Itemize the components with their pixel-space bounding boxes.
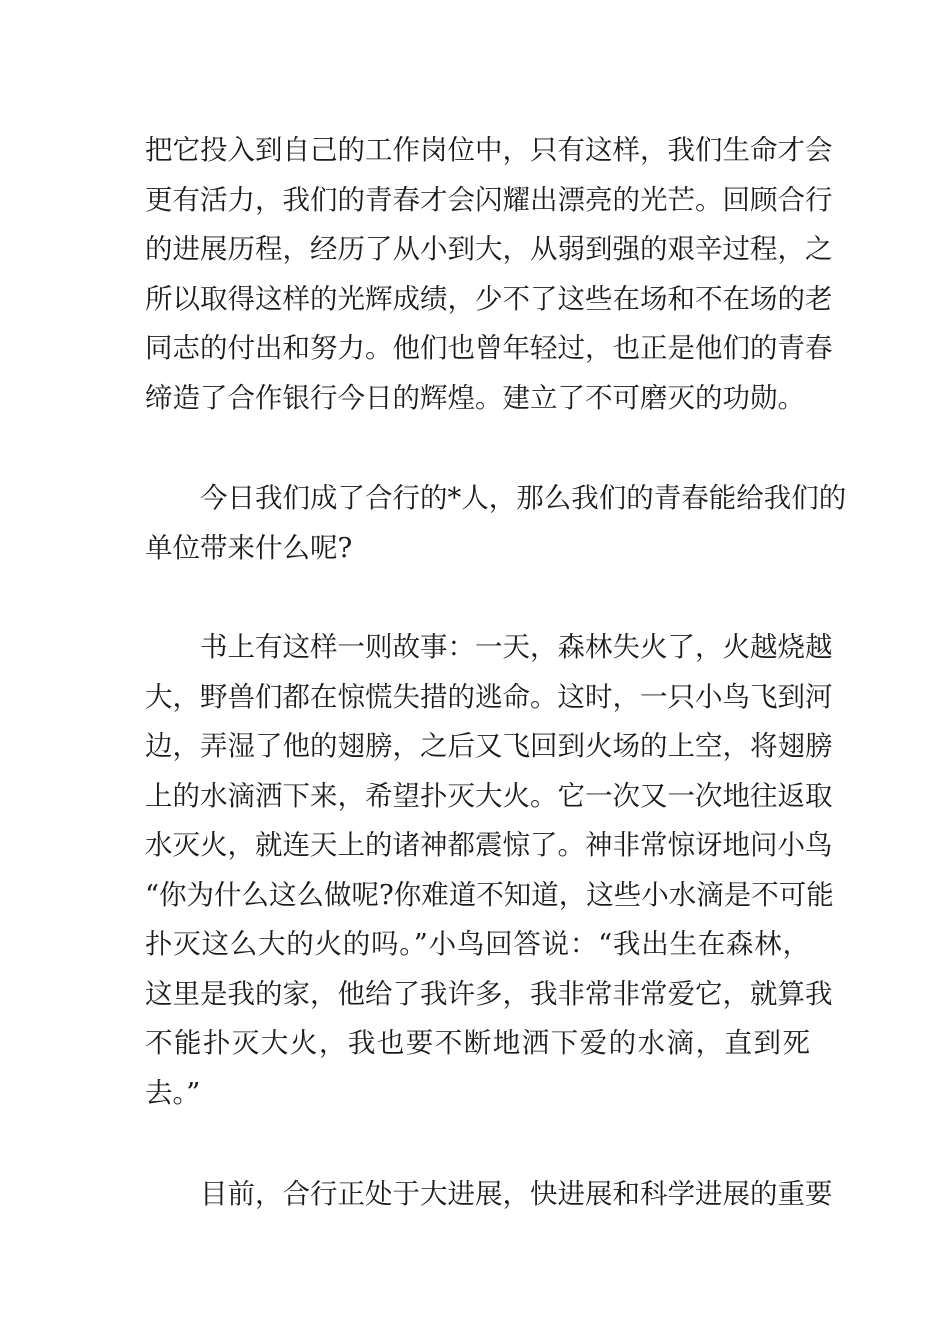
text-line: 书上有这样一则故事：一天，森林失火了，火越烧越 <box>200 631 833 663</box>
text-line: 的进展历程，经历了从小到大，从弱到强的艰辛过程，之 <box>145 233 833 265</box>
text-line: 扑灭这么大的火的吗。”小鸟回答说：“我出生在森林， <box>145 928 810 960</box>
text-line: 同志的付出和努力。他们也曾年轻过，也正是他们的青春 <box>145 332 833 364</box>
text-line: 把它投入到自己的工作岗位中，只有这样，我们生命才会 <box>145 134 833 166</box>
text-line: 目前，合行正处于大进展，快进展和科学进展的重要 <box>200 1178 833 1210</box>
text-line: 今日我们成了合行的*人，那么我们的青春能给我们的 <box>200 482 847 514</box>
text-line: 大，野兽们都在惊慌失措的逃命。这时，一只小鸟飞到河 <box>145 680 833 713</box>
text-line: 上的水滴洒下来，希望扑灭大火。它一次又一次地往返取 <box>145 779 833 812</box>
paragraph-4 <box>145 1170 833 1220</box>
text-line: 水灭火，就连天上的诸神都震惊了。神非常惊讶地问小鸟 <box>145 829 833 861</box>
text-line: 单位带来什么呢? <box>145 531 353 564</box>
paragraph-2 <box>145 474 847 573</box>
text-line: 所以取得这样的光辉成绩，少不了这些在场和不在场的老 <box>145 282 833 315</box>
text-line: 边，弄湿了他的翅膀，之后又飞回到火场的上空，将翅膀 <box>145 730 833 762</box>
text-line: 去。” <box>145 1076 201 1109</box>
text-line: 更有活力，我们的青春才会闪耀出漂亮的光芒。回顾合行 <box>145 183 833 216</box>
text-line: 缔造了合作银行今日的辉煌。建立了不可磨灭的功勋。 <box>145 381 805 414</box>
text-line: “你为什么这么做呢?你难道不知道，这些小水滴是不可能 <box>145 878 834 911</box>
paragraph-1 <box>145 126 833 423</box>
paragraph-3 <box>145 623 834 1118</box>
text-line: 不能扑灭大火，我也要不断地洒下爱的水滴，直到死 <box>145 1027 810 1059</box>
text-line: 这里是我的家，他给了我许多，我非常非常爱它，就算我 <box>145 977 833 1010</box>
